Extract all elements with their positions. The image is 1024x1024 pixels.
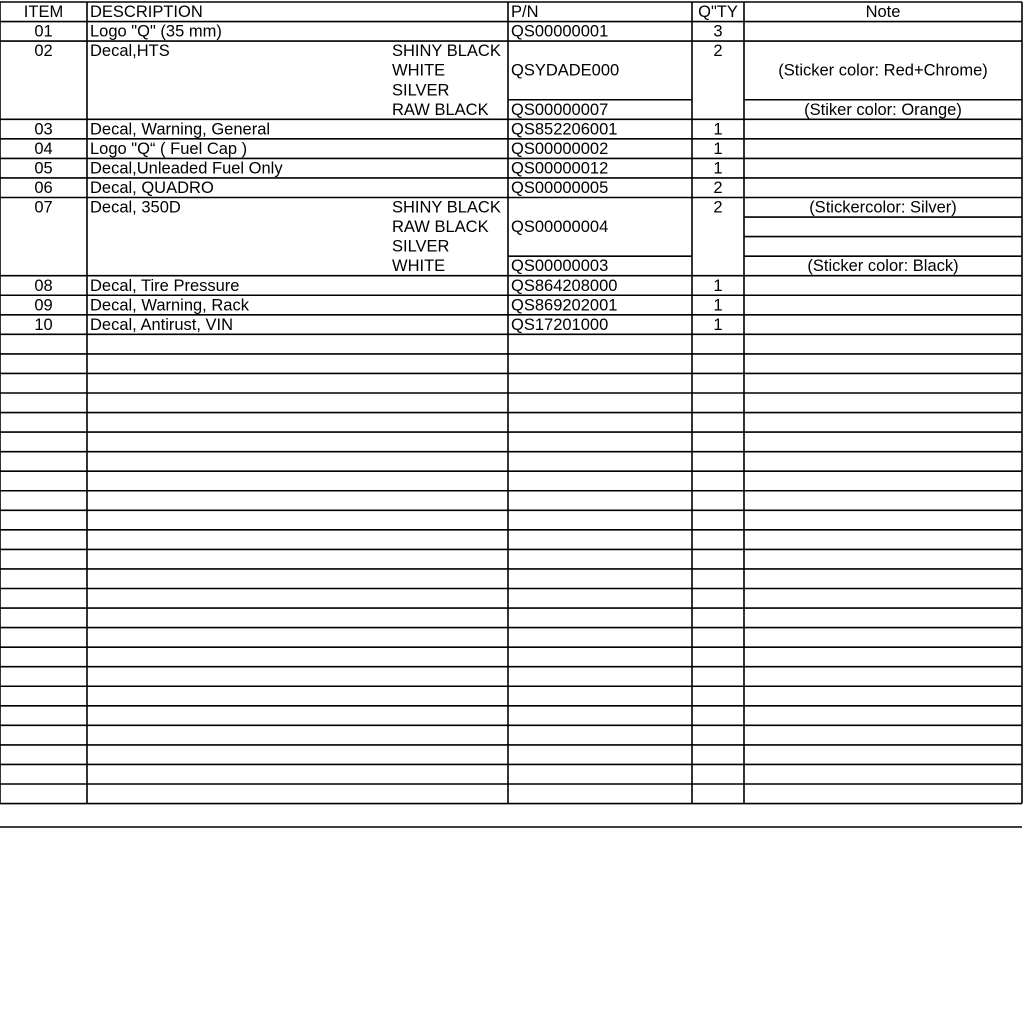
item-description: Decal, Tire Pressure	[90, 276, 240, 295]
item-description: Decal, 350D	[90, 198, 181, 217]
item-number: 04	[34, 139, 53, 158]
header-note: Note	[865, 3, 901, 22]
item-qty: 1	[713, 139, 723, 158]
item-description: Decal, Antirust, VIN	[90, 315, 234, 334]
item-qty: 1	[713, 315, 723, 334]
item-note: (Stickercolor: Silver)	[809, 198, 957, 217]
item-description: Decal,HTS	[90, 42, 170, 61]
item-pn: QS00000012	[511, 159, 609, 178]
item-number: 10	[34, 315, 53, 334]
item-description: Decal, QUADRO	[90, 179, 214, 197]
item-description: Decal,Unleaded Fuel Only	[90, 159, 283, 178]
item-pn: QS869202001	[511, 296, 618, 315]
header-item: ITEM	[23, 3, 64, 22]
item-number: 02	[34, 42, 53, 61]
header-description: DESCRIPTION	[90, 3, 203, 22]
item-qty: 1	[713, 159, 723, 178]
item-pn: QS00000007	[511, 100, 609, 119]
item-variant: SILVER	[392, 81, 450, 100]
item-variant: SHINY BLACK	[392, 42, 501, 61]
item-qty: 1	[713, 120, 723, 139]
item-pn: QS864208000	[511, 276, 618, 295]
header-pn: P/N	[511, 3, 539, 22]
table-cells	[24, 3, 988, 334]
item-pn: QS00000004	[511, 218, 609, 237]
item-description: Decal, Warning, Rack	[90, 296, 249, 315]
item-pn: QS00000001	[511, 22, 609, 41]
item-pn: QS00000002	[511, 139, 609, 158]
item-description: Logo "Q" (35 mm)	[90, 22, 222, 41]
item-note: (Sticker color: Red+Chrome)	[778, 61, 988, 80]
item-qty: 3	[713, 22, 723, 41]
item-note: (Stiker color: Orange)	[804, 100, 962, 119]
item-description: Logo "Q“ ( Fuel Cap )	[90, 139, 248, 158]
item-number: 03	[34, 120, 53, 139]
item-qty: 2	[713, 42, 723, 61]
item-pn: QS00000003	[511, 257, 609, 276]
item-qty: 2	[713, 198, 723, 217]
item-number: 09	[34, 296, 53, 315]
item-number: 05	[34, 159, 53, 178]
item-description: Decal, Warning, General	[90, 120, 271, 139]
item-variant: WHITE	[392, 257, 446, 276]
item-qty: 2	[713, 179, 723, 197]
item-pn: QS852206001	[511, 120, 618, 139]
item-number: 08	[34, 276, 53, 295]
item-variant: RAW BLACK	[392, 100, 489, 119]
item-pn: QSYDADE000	[511, 61, 620, 80]
item-variant: RAW BLACK	[392, 218, 489, 237]
item-number: 01	[34, 22, 53, 41]
header-qty: Q"TY	[698, 3, 738, 22]
item-variant: SHINY BLACK	[392, 198, 501, 217]
item-pn: QS00000005	[511, 179, 609, 197]
item-number: 06	[34, 179, 53, 197]
item-qty: 1	[713, 296, 723, 315]
item-note: (Sticker color: Black)	[807, 257, 959, 276]
item-qty: 1	[713, 276, 723, 295]
item-variant: WHITE	[392, 61, 446, 80]
item-pn: QS17201000	[511, 315, 609, 334]
item-number: 07	[34, 198, 53, 217]
item-variant: SILVER	[392, 237, 450, 256]
